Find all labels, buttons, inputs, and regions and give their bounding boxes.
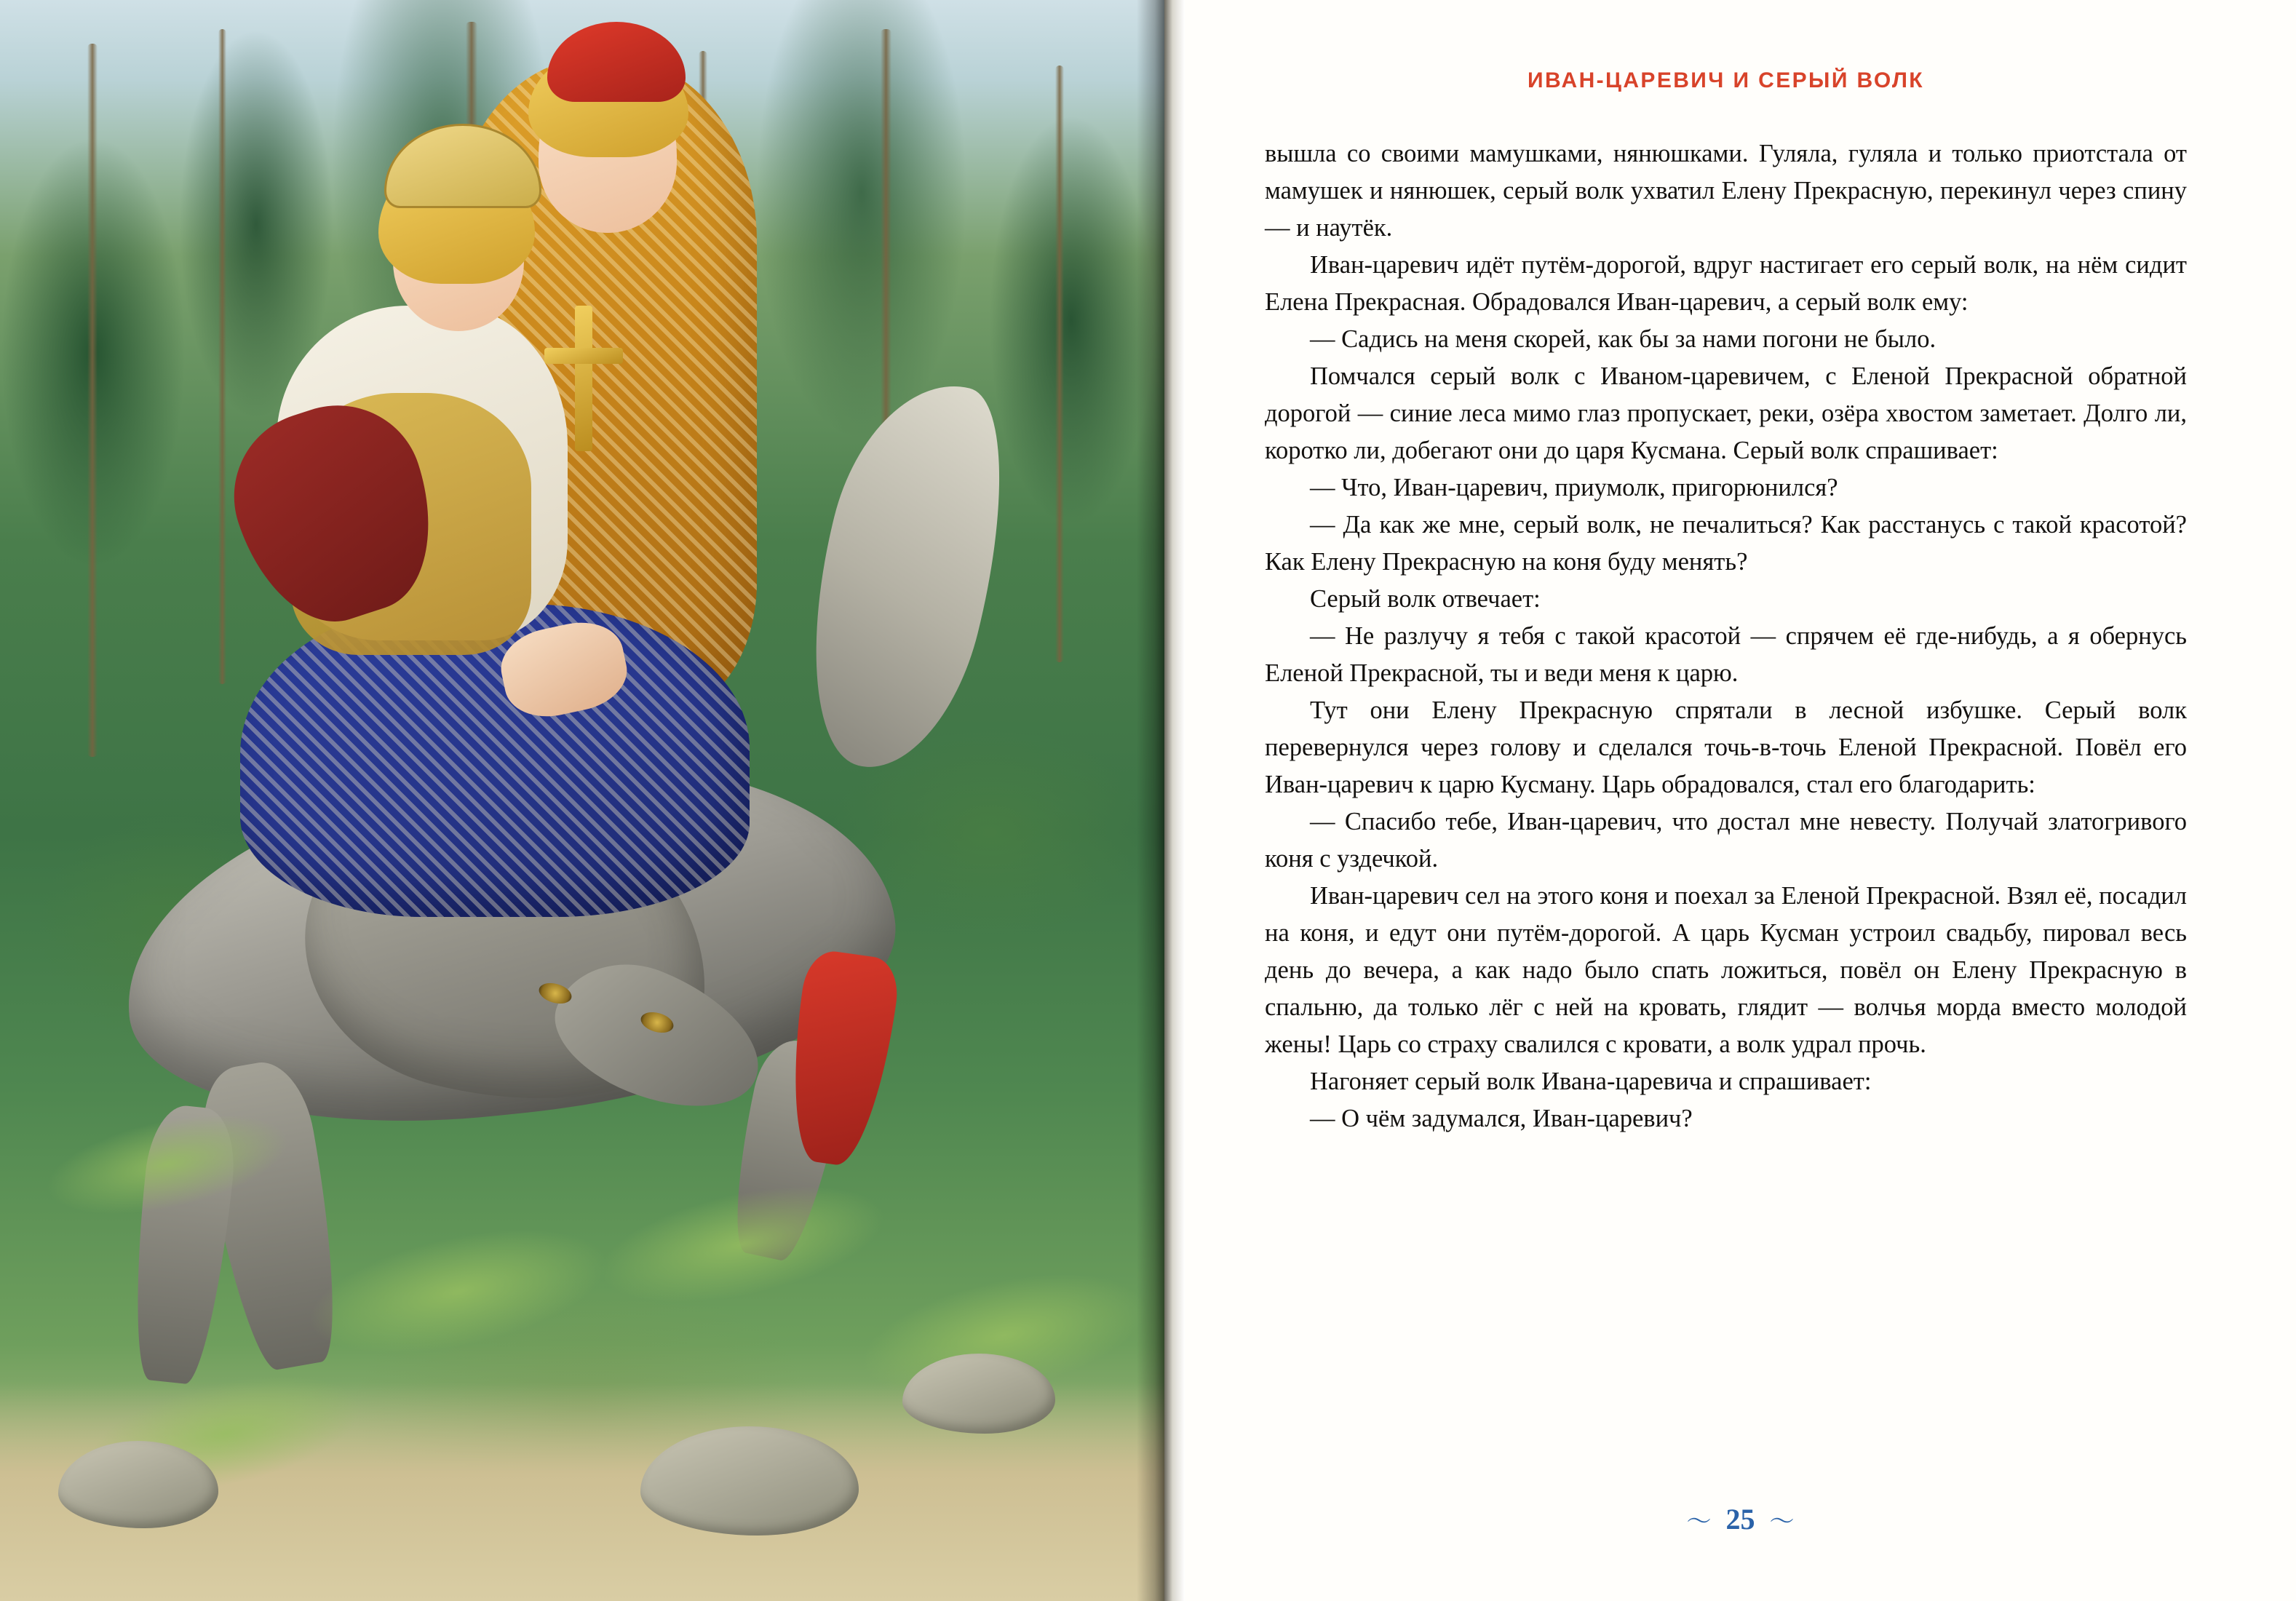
book-gutter <box>1164 0 1185 1601</box>
paragraph: Иван-царевич сел на этого коня и поехал за Еленой Прекрасной. Взял её, посадил на коня, и едут они путём-дорогой. А царь Кусман устроил свадьбу, пировал весь день до вечера, а как надо было спать ложиться, повёл он Елену Прекрасную в спальню, да только лёг с ней на кровать, глядит — волчья морда вместо молодой жены! Царь со страху свалился с кровати, а волк удрал прочь. <box>1265 882 2187 1058</box>
tree-trunk <box>1055 65 1064 662</box>
paragraph: Иван-царевич идёт путём-дорогой, вдруг настигает его серый волк, на нём сидит Елена Прекрасная. Обрадовался Иван-царевич, а серый волк ему: <box>1265 251 2187 316</box>
page-number: 25 <box>1725 1503 1755 1536</box>
skirt-ornament <box>240 604 750 917</box>
tree-trunk <box>218 29 226 684</box>
paragraph: Серый волк отвечает: <box>1310 585 1541 613</box>
paragraph: Тут они Елену Прекрасную спрятали в лесной избушке. Серый волк перевернулся через голову и сделался точь-в-точь Еленой Прекрасной. Повёл его Иван-царевич к царю Кусману. Царь обрадовался, стал его благодарить: <box>1265 696 2187 798</box>
folio-ornament-right-icon: 〜 <box>1769 1509 1795 1536</box>
right-page-text <box>1185 0 2296 1601</box>
story-body <box>1265 135 2187 1137</box>
paragraph-dialog: — Не разлучу я тебя с такой красотой — спрячем её где-нибудь, а я обернусь Еленой Прекрасной, ты и веди меня к царю. <box>1265 622 2187 687</box>
paragraph-dialog: — Что, Иван-царевич, приумолк, пригорюнился? <box>1310 474 1838 501</box>
paragraph-dialog: — Да как же мне, серый волк, не печалиться? Как расстанусь с такой красотой? Как Елену Прекрасную на коня буду менять? <box>1265 511 2187 576</box>
paragraph-dialog: — О чём задумался, Иван-царевич? <box>1310 1105 1693 1132</box>
paragraph: Нагоняет серый волк Ивана-царевича и спрашивает: <box>1310 1068 1872 1095</box>
folio-ornament-left-icon: 〜 <box>1686 1509 1712 1536</box>
paragraph: вышла со своими мамушками, нянюшками. Гуляла, гуляла и только приотстала от мамушек и нянюшек, серый волк ухватил Елену Прекрасную, перекинул через спину — и наутёк. <box>1265 140 2187 242</box>
page-fold-shadow <box>1137 0 1164 1601</box>
elena-prekrasnaya-skirt <box>240 604 750 917</box>
tree-trunk <box>87 44 98 757</box>
running-head: ИВАН-ЦАРЕВИЧ И СЕРЫЙ ВОЛК <box>1527 68 1924 92</box>
paragraph-dialog: — Садись на меня скорей, как бы за нами погони не было. <box>1310 325 1936 353</box>
page-folio <box>1185 1501 2296 1537</box>
paragraph: Помчался серый волк с Иваном-царевичем, с Еленой Прекрасной обратной дорогой — синие леса мимо глаз пропускает, реки, озёра хвостом заметает. Долго ли, коротко ли, добегают они до царя Кусмана. Серый волк спрашивает: <box>1265 362 2187 464</box>
paragraph-dialog: — Спасибо тебе, Иван-царевич, что достал мне невесту. Получай златогривого коня с уздечкой. <box>1265 808 2187 873</box>
